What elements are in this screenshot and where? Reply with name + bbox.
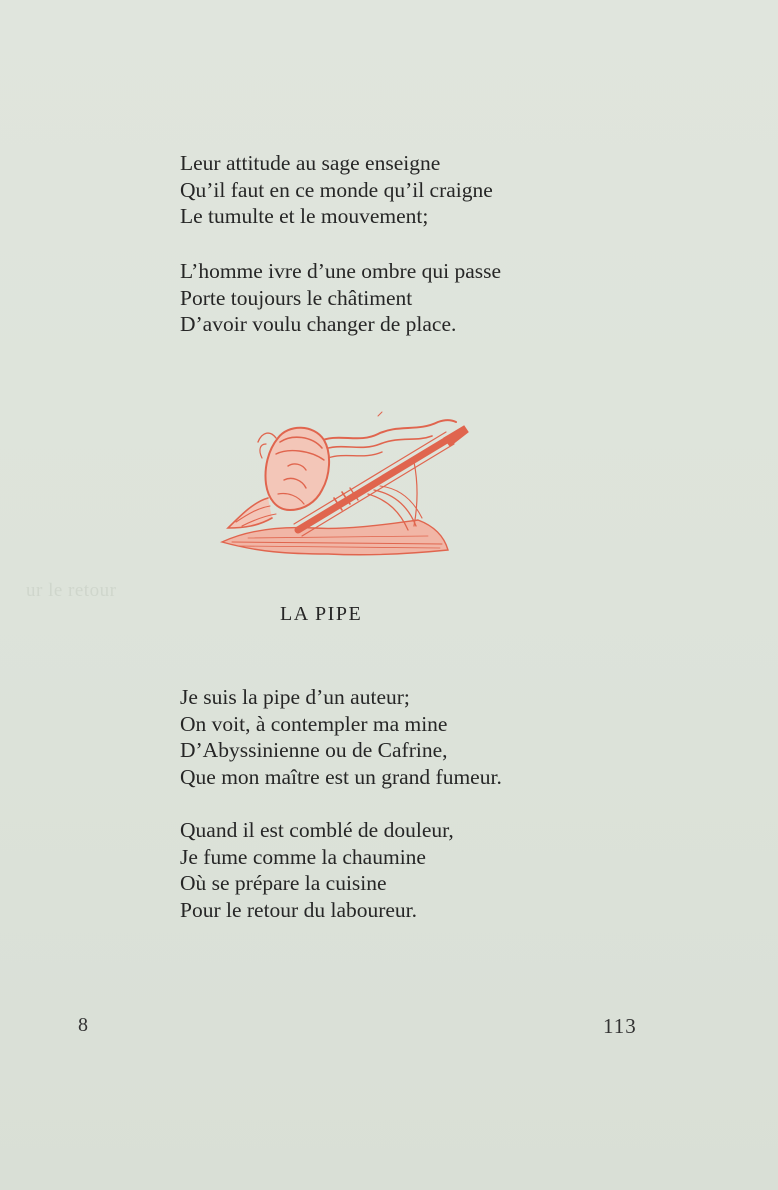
verse-line: Leur attitude au sage enseigne [180,151,441,175]
stanza-4 [180,817,454,923]
page-number: 113 [603,1014,637,1038]
verse-line: Je fume comme la chaumine [180,844,426,869]
verse-line: On voit, à contempler ma mine [180,711,448,736]
stanza-1 [180,150,493,230]
show-through-text: ur le retour [26,580,117,601]
verse-line: Pour le retour du laboureur. [180,897,418,922]
signature-mark: 8 [78,1014,88,1036]
verse-line: Où se prépare la cuisine [180,871,387,895]
pipe-woodcut-icon [218,402,474,564]
verse-line: Qu’il faut en ce monde qu’il craigne [180,177,493,202]
verse-line: Porte toujours le châtiment [180,285,413,310]
verse-line: Que mon maître est un grand fumeur. [180,764,502,789]
poem-title: LA PIPE [280,603,363,625]
stanza-3 [180,684,502,790]
verse-line: L’homme ivre d’une ombre qui passe [180,259,502,283]
verse-line: D’avoir voulu changer de place. [180,312,457,336]
verse-line: Quand il est comblé de douleur, [180,818,454,842]
stanza-2 [180,258,501,338]
verse-line: D’Abyssinienne ou de Cafrine, [180,738,448,762]
verse-line: Le tumulte et le mouvement; [180,204,429,228]
verse-line: Je suis la pipe d’un auteur; [180,685,410,709]
